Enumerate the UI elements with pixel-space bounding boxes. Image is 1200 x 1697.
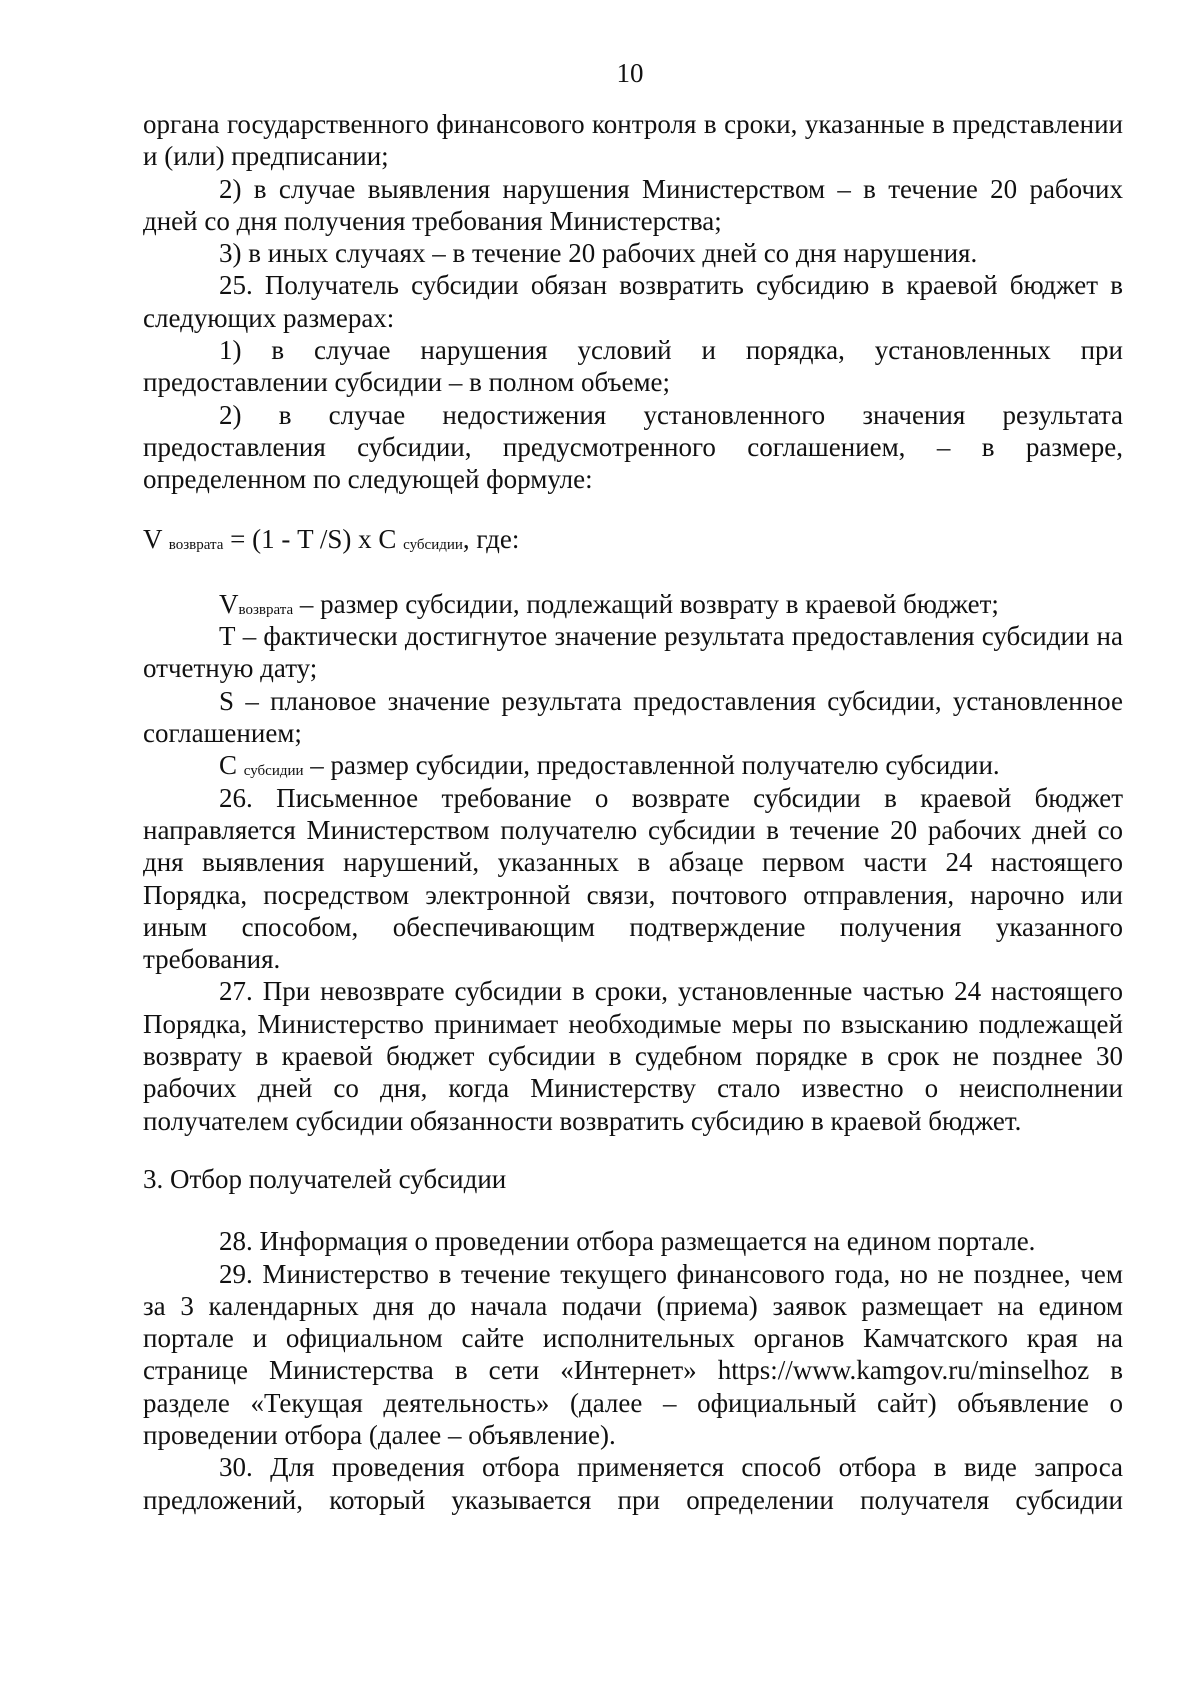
definition-t: Т – фактически достигнутое значение результата предоставления субсидии на отчетную дату; <box>143 621 1123 684</box>
definition-v <box>143 588 1123 620</box>
definition-v-symbol: V <box>219 588 239 619</box>
definition-c <box>143 749 1123 781</box>
definition-c-text: – размер субсидии, предоставленной получателю субсидии. <box>303 750 1000 781</box>
paragraph-item-3: 3) в иных случаях – в течение 20 рабочих дней со дня нарушения. <box>219 238 978 269</box>
paragraph-29: 29. Министерство в течение текущего финансового года, но не позднее, чем за 3 календарных дня до начала подачи (приема) заявок размещает на едином портале и официальном сайте исполнительных органов Камчатского края на странице Министерства в сети «Интернет» https://www.kamgov.ru/minselhoz в разделе «Текущая деятельность» (далее – официальный сайт) объявление о проведении отбора (далее – объявление). <box>143 1258 1123 1450</box>
formula-middle: = (1 - T /S) x C <box>223 523 397 554</box>
paragraph-28: 28. Информация о проведении отбора размещается на едином портале. <box>219 1226 1036 1257</box>
paragraph-25-item-2: 2) в случае недостижения установленного значения результата предоставления субсидии, предусмотренного соглашением, – в размере, определенном по следующей формуле: <box>143 399 1123 495</box>
formula-v: V <box>143 523 163 554</box>
section-title: 3. Отбор получателей субсидии <box>143 1163 507 1194</box>
definition-c-subscript: субсидии <box>243 763 304 780</box>
return-formula <box>143 523 1123 555</box>
paragraph-30: 30. Для проведения отбора применяется способ отбора в виде запроса предложений, который указывается при определении получателя субсидии <box>143 1452 1123 1515</box>
paragraph-25: 25. Получатель субсидии обязан возвратить субсидию в краевой бюджет в следующих размерах: <box>143 270 1123 333</box>
paragraph-27: 27. При невозврате субсидии в сроки, установленные частью 24 настоящего Порядка, Министерство принимает необходимые меры по взысканию подлежащей возврату в краевой бюджет субсидии в судебном порядке в срок не позднее 30 рабочих дней со дня, когда Министерству стало известно о неисполнении получателем субсидии обязанности возвратить субсидию в краевой бюджет. <box>143 976 1123 1136</box>
page-number: 10 <box>616 58 644 88</box>
formula-c-subscript: субсидии <box>403 536 463 553</box>
paragraph-item-2: 2) в случае выявления нарушения Министерством – в течение 20 рабочих дней со дня получения требования Министерства; <box>143 173 1123 236</box>
formula-v-subscript: возврата <box>168 536 224 553</box>
definition-c-symbol: С <box>219 750 244 781</box>
paragraph-continuation: органа государственного финансового контроля в сроки, указанные в представлении и (или) предписании; <box>143 109 1123 172</box>
document-body <box>143 108 1123 1516</box>
definition-v-text: – размер субсидии, подлежащий возврату в краевой бюджет; <box>293 588 999 619</box>
formula-tail: , где: <box>462 523 520 554</box>
paragraph-26: 26. Письменное требование о возврате субсидии в краевой бюджет направляется Министерством получателю субсидии в течение 20 рабочих дней со дня выявления нарушений, указанных в абзаце первом части 24 настоящего Порядка, посредством электронной связи, почтового отправления, нарочно или иным способом, обеспечивающим подтверждение получения указанного требования. <box>143 782 1123 975</box>
paragraph-25-item-1: 1) в случае нарушения условий и порядка, установленных при предоставлении субсидии – в полном объеме; <box>143 335 1123 398</box>
definition-v-subscript: возврата <box>238 601 294 618</box>
definition-s: S – плановое значение результата предоставления субсидии, установленное соглашением; <box>143 685 1123 749</box>
